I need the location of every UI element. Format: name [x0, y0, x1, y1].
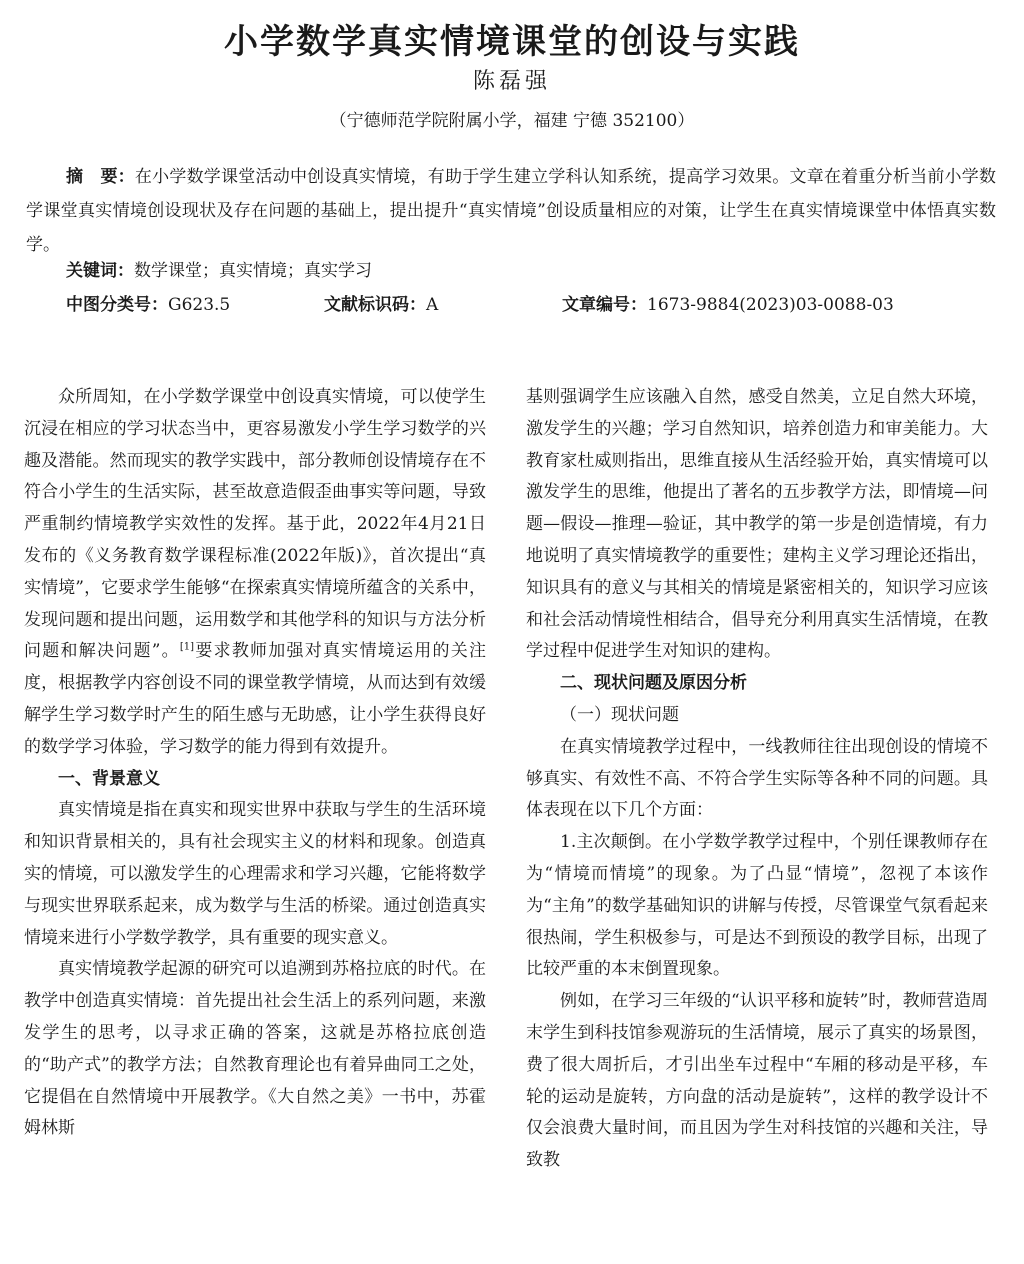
body-paragraph: 在真实情境教学过程中，一线教师往往出现创设的情境不够真实、有效性不高、不符合学生实际等各种不同的问题。具体表现在以下几个方面： — [526, 736, 988, 821]
document-code: 文献标识码：A — [324, 295, 439, 315]
keywords-label: 关键词： — [66, 261, 134, 281]
article-number: 文章编号：1673-9884(2023)03-0088-03 — [562, 295, 894, 315]
left-column — [24, 382, 486, 1145]
reference-mark: [1] — [179, 641, 195, 653]
subsection-heading: （一）现状问题 — [560, 704, 679, 725]
paper-title: 小学数学真实情境课堂的创设与实践 — [224, 22, 800, 62]
body-paragraph: 真实情境教学起源的研究可以追溯到苏格拉底的时代。在教学中创造真实情境：首先提出社会生活上的系列问题，来激发学生的思考，以寻求正确的答案，这就是苏格拉底创造的“助产式”的教学方法；自然教育理论也有着异曲同工之处，它提倡在自然情境中开展教学。《大自然之美》一书中，苏霍姆林斯 — [24, 959, 486, 1139]
body-paragraph: 例如，在学习三年级的“认识平移和旋转”时，教师营造周末学生到科技馆参观游玩的生活情境，展示了真实的场景图，费了很大周折后，才引出坐车过程中“车厢的移动是平移，车轮的运动是旋转，方向盘的活动是旋转”，这样的教学设计不仅会浪费大量时间，而且因为学生对科技馆的兴趣和关注，导致教 — [526, 991, 988, 1171]
body-paragraph: 真实情境是指在真实和现实世界中获取与学生的生活环境和知识背景相关的，具有社会现实主义的材料和现象。创造真实的情境，可以激发学生的心理需求和学习兴趣，它能将数学与现实世界联系起来，成为数学与生活的桥梁。通过创造真实情境来进行小学数学教学，具有重要的现实意义。 — [24, 800, 486, 948]
keywords — [66, 256, 372, 281]
section-heading-background: 一、背景意义 — [58, 768, 160, 789]
abstract-text: 在小学数学课堂活动中创设真实情境，有助于学生建立学科认知系统，提高学习效果。文章在着重分析当前小学数学课堂真实情境创设现状及存在问题的基础上，提出提升“真实情境”创设质量相应的对策，让学生在真实情境课堂中体悟真实数学。 — [26, 167, 996, 255]
body-paragraph: 基则强调学生应该融入自然，感受自然美，立足自然大环境，激发学生的兴趣；学习自然知识，培养创造力和审美能力。大教育家杜威则指出，思维直接从生活经验开始，真实情境可以激发学生的思维，他提出了著名的五步教学方法，即情境—问题—假设—推理—验证，其中教学的第一步是创造情境，有力地说明了真实情境教学的重要性；建构主义学习理论还指出，知识具有的意义与其相关的情境是紧密相关的，知识学习应该和社会活动情境性相结合，倡导充分利用真实生活情境，在教学过程中促进学生对知识的建构。 — [526, 387, 988, 662]
right-column — [526, 382, 988, 1177]
abstract — [26, 160, 996, 262]
clc-number: 中图分类号：G623.5 — [66, 295, 231, 315]
abstract-label: 摘 要： — [66, 167, 135, 187]
section-heading-status: 二、现状问题及原因分析 — [560, 673, 747, 694]
author-name: 陈磊强 — [472, 69, 551, 94]
keywords-text: 数学课堂；真实情境；真实学习 — [134, 261, 372, 281]
intro-paragraph: 众所周知，在小学数学课堂中创设真实情境，可以使学生沉浸在相应的学习状态当中，更容易激发小学生学习数学的兴趣及潜能。然而现实的教学实践中，部分教师创设情境存在不符合小学生的生活实际，甚至故意造假歪曲事实等问题，导致严重制约情境教学实效性的发挥。基于此，2022年4月21日发布的《义务教育数学课程标准(2022年版)》，首次提出“真实情境”，它要求学生能够“在探索真实情境所蕴含的关系中，发现问题和提出问题，运用数学和其他学科的知识与方法分析问题和解决问题”。[1]要求教师加强对真实情境运用的关注度，根据教学内容创设不同的课堂教学情境，从而达到有效缓解学生学习数学时产生的陌生感与无助感，让小学生获得良好的数学学习体验，学习数学的能力得到有效提升。 — [24, 387, 486, 757]
author-affiliation: （宁德师范学院附属小学，福建 宁德 352100） — [329, 111, 695, 131]
body-paragraph: 1.主次颠倒。在小学数学教学过程中，个别任课教师存在为“情境而情境”的现象。为了凸显“情境”，忽视了本该作为“主角”的数学基础知识的讲解与传授，尽管课堂气氛看起来很热闹，学生积极参与，可是达不到预设的教学目标，出现了比较严重的本末倒置现象。 — [526, 832, 988, 980]
